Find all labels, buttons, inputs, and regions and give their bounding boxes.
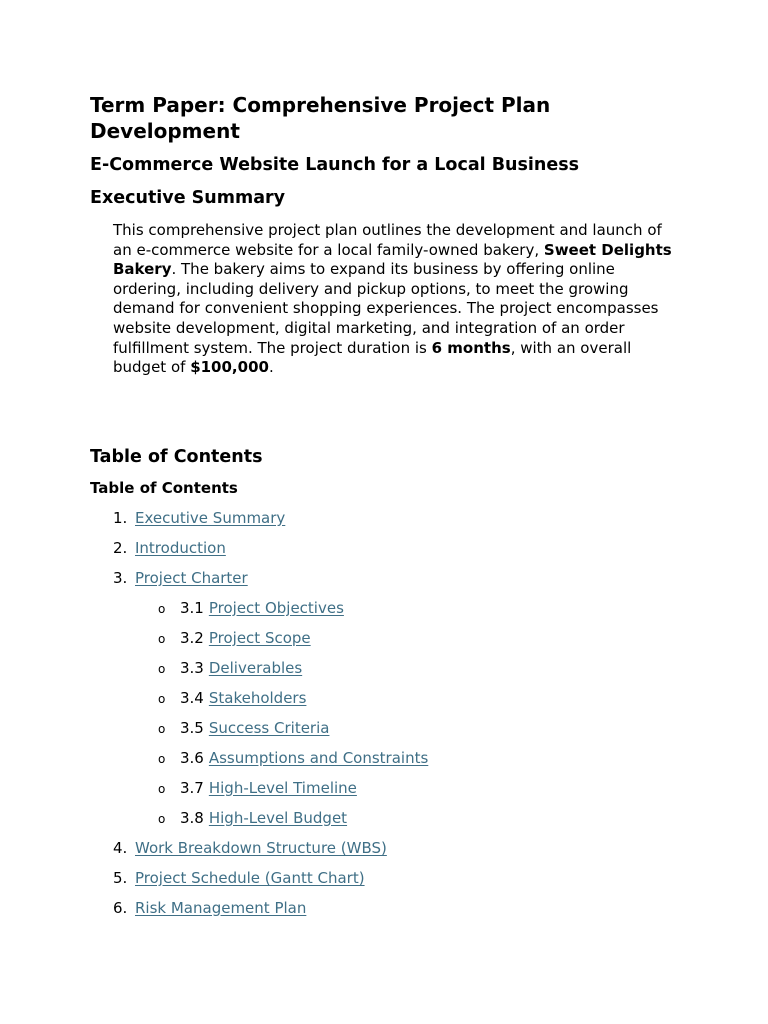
toc-item bbox=[90, 868, 678, 888]
toc-subitem bbox=[135, 778, 678, 798]
toc-item-number: 1. bbox=[113, 508, 128, 527]
toc-subitem bbox=[135, 628, 678, 648]
toc-link-executive-summary[interactable]: Executive Summary bbox=[135, 508, 286, 527]
bullet-icon: o bbox=[158, 601, 166, 616]
toc-link-high-level-budget[interactable]: High-Level Budget bbox=[208, 808, 348, 827]
toc-link-project-objectives[interactable]: Project Objectives bbox=[208, 598, 344, 617]
toc-link-assumptions-constraints[interactable]: Assumptions and Constraints bbox=[208, 748, 429, 767]
summary-duration: 6 months bbox=[431, 338, 511, 357]
toc-link-deliverables[interactable]: Deliverables bbox=[208, 658, 303, 677]
toc-link-risk-management-plan[interactable]: Risk Management Plan bbox=[135, 898, 307, 917]
toc-subitem-number: 3.1 bbox=[180, 598, 204, 617]
executive-summary-paragraph bbox=[113, 221, 683, 378]
bullet-icon: o bbox=[158, 691, 166, 706]
document-subtitle: E-Commerce Website Launch for a Local Business bbox=[90, 155, 580, 175]
toc-list bbox=[90, 508, 678, 918]
toc-subitem-number: 3.8 bbox=[180, 808, 204, 827]
toc-subitem bbox=[135, 688, 678, 708]
executive-summary-heading: Executive Summary bbox=[90, 188, 286, 208]
toc-subitem-number: 3.4 bbox=[180, 688, 204, 707]
toc-subitem-number: 3.5 bbox=[180, 718, 204, 737]
toc-item bbox=[90, 898, 678, 918]
bullet-icon: o bbox=[158, 751, 166, 766]
toc-item bbox=[90, 508, 678, 528]
summary-bakery-name: Sweet Delights Bakery bbox=[113, 240, 672, 279]
toc-subitem-number: 3.2 bbox=[180, 628, 204, 647]
toc-subitem bbox=[135, 598, 678, 618]
toc-sublist bbox=[135, 598, 678, 828]
bullet-icon: o bbox=[158, 631, 166, 646]
toc-item-number: 6. bbox=[113, 898, 128, 917]
summary-text-1: This comprehensive project plan outlines the development and launch of an e-commerce website for a local family-owned bakery, bbox=[113, 221, 662, 259]
document-title: Term Paper: Comprehensive Project Plan Development bbox=[90, 93, 551, 143]
toc-item bbox=[90, 838, 678, 858]
toc-subitem-number: 3.7 bbox=[180, 778, 204, 797]
toc-link-project-charter[interactable]: Project Charter bbox=[135, 568, 248, 587]
toc-subitem-number: 3.3 bbox=[180, 658, 204, 677]
toc-link-high-level-timeline[interactable]: High-Level Timeline bbox=[208, 778, 357, 797]
toc-link-introduction[interactable]: Introduction bbox=[135, 538, 226, 557]
toc-subitem-number: 3.6 bbox=[180, 748, 204, 767]
summary-budget: $100,000 bbox=[190, 358, 269, 377]
toc-subitem bbox=[135, 658, 678, 678]
toc-subitem bbox=[135, 718, 678, 738]
toc-item bbox=[90, 538, 678, 558]
toc-link-project-schedule[interactable]: Project Schedule (Gantt Chart) bbox=[135, 868, 365, 887]
bullet-icon: o bbox=[158, 721, 166, 736]
toc-subitem bbox=[135, 808, 678, 828]
toc-link-project-scope[interactable]: Project Scope bbox=[208, 628, 311, 647]
bullet-icon: o bbox=[158, 781, 166, 796]
toc-subitem bbox=[135, 748, 678, 768]
summary-text-3: , with an overall budget of bbox=[113, 338, 632, 377]
toc-item-number: 5. bbox=[113, 868, 128, 887]
toc-item bbox=[90, 568, 678, 828]
bullet-icon: o bbox=[158, 661, 166, 676]
toc-link-wbs[interactable]: Work Breakdown Structure (WBS) bbox=[135, 838, 387, 857]
toc-heading: Table of Contents bbox=[90, 446, 263, 467]
summary-text-2: . The bakery aims to expand its business by offering online ordering, including delivery and pickup options, to meet the growing demand for convenient shopping experiences. The project encompasses website development, digital marketing, and integration of an order fulfillment system. The project duration is bbox=[113, 260, 659, 357]
toc-item-number: 3. bbox=[113, 568, 128, 587]
toc-subheading: Table of Contents bbox=[90, 478, 238, 497]
toc-link-stakeholders[interactable]: Stakeholders bbox=[208, 688, 307, 707]
toc-item-number: 4. bbox=[113, 838, 128, 857]
toc-item-number: 2. bbox=[113, 538, 128, 557]
bullet-icon: o bbox=[158, 811, 166, 826]
toc-link-success-criteria[interactable]: Success Criteria bbox=[208, 718, 330, 737]
summary-text-4: . bbox=[268, 358, 274, 377]
